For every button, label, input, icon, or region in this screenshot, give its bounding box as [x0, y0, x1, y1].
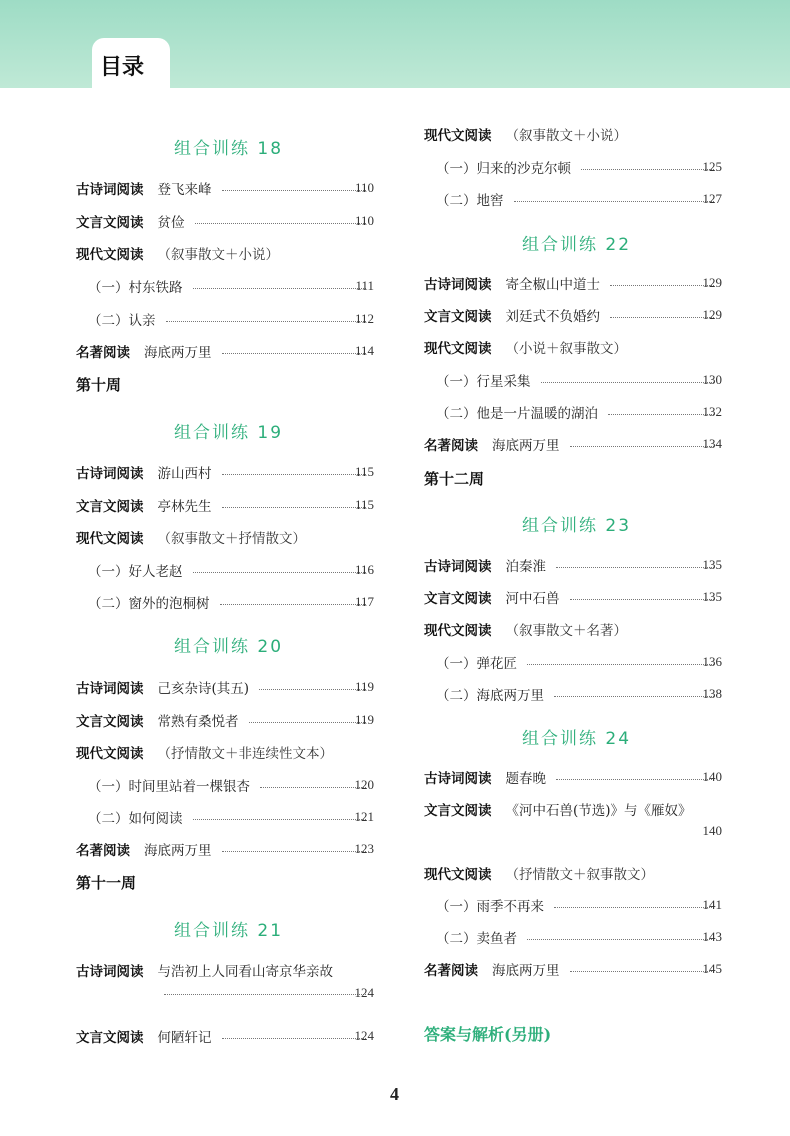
- toc-entry[interactable]: [76, 341, 374, 361]
- leader-dots: [222, 851, 367, 852]
- entry-page: 111: [355, 278, 374, 293]
- leader-dots: [610, 285, 714, 286]
- toc-entry[interactable]: [436, 370, 722, 390]
- toc-entry[interactable]: [424, 305, 722, 325]
- toc-entry[interactable]: [424, 799, 722, 819]
- entry-title: 贫俭: [157, 215, 185, 231]
- entry-subtitle: （叙事散文＋小说）: [505, 128, 627, 144]
- entry-category: 文言文阅读: [76, 215, 144, 231]
- entry-title: 亭林先生: [157, 499, 212, 515]
- entry-subtitle: （抒情散文＋非连续性文本）: [157, 746, 333, 762]
- entry-category: 古诗词阅读: [76, 182, 144, 198]
- section-title-22: 组合训练 22: [522, 235, 632, 255]
- toc-entry[interactable]: [436, 652, 722, 672]
- entry-page: 138: [702, 686, 722, 701]
- entry-page: 130: [702, 372, 722, 387]
- toc-entry[interactable]: [424, 959, 722, 979]
- entry-title: （一）行星采集: [436, 374, 531, 390]
- entry-title: （二）他是一片温暖的湖泊: [436, 406, 598, 422]
- toc-entry[interactable]: [436, 189, 722, 209]
- entry-category: 文言文阅读: [76, 714, 144, 730]
- entry-title: （二）卖鱼者: [436, 931, 517, 947]
- leader-dots: [514, 201, 715, 202]
- toc-entry[interactable]: [88, 560, 374, 580]
- entry-title: 《河中石兽(节选)》与《雁奴》: [505, 803, 692, 819]
- leader-dots: [193, 572, 367, 573]
- entry-page: 112: [354, 311, 374, 326]
- leader-dots: [222, 507, 367, 508]
- entry-page: 127: [702, 191, 722, 206]
- entry-subtitle: （小说＋叙事散文）: [505, 341, 627, 357]
- entry-page: 140: [702, 823, 722, 838]
- toc-entry[interactable]: [424, 273, 722, 293]
- entry-page: 125: [702, 159, 722, 174]
- entry-category: 现代文阅读: [424, 623, 492, 639]
- entry-page: 129: [702, 307, 722, 322]
- entry-category: 文言文阅读: [76, 499, 144, 515]
- page-title: 目录: [100, 55, 145, 80]
- toc-entry[interactable]: [76, 960, 374, 980]
- toc-entry[interactable]: [436, 684, 722, 704]
- toc-entry[interactable]: [436, 157, 722, 177]
- entry-page: 119: [354, 679, 374, 694]
- entry-category: 古诗词阅读: [424, 771, 492, 787]
- section-title-20: 组合训练 20: [174, 637, 284, 657]
- toc-entry[interactable]: [424, 587, 722, 607]
- entry-page: 116: [354, 562, 374, 577]
- leader-dots: [193, 819, 367, 820]
- toc-entry[interactable]: [76, 710, 374, 730]
- entry-category: 文言文阅读: [76, 1030, 144, 1046]
- entry-category: 名著阅读: [424, 963, 478, 979]
- entry-category: 名著阅读: [76, 843, 130, 859]
- entry-page: 123: [354, 841, 374, 856]
- toc-group-heading: [76, 742, 374, 762]
- entry-page: 120: [354, 777, 374, 792]
- entry-title: 刘廷式不负婚约: [505, 309, 600, 325]
- leader-dots: [541, 382, 715, 383]
- toc-entry[interactable]: [76, 462, 374, 482]
- toc-entry[interactable]: [76, 677, 374, 697]
- section-title-24: 组合训练 24: [522, 729, 632, 749]
- entry-title: （一）时间里站着一棵银杏: [88, 779, 250, 795]
- leader-dots: [249, 722, 367, 723]
- entry-category: 文言文阅读: [424, 309, 492, 325]
- leader-dots: [556, 567, 714, 568]
- entry-category: 古诗词阅读: [76, 681, 144, 697]
- entry-page: 115: [354, 497, 374, 512]
- entry-title: 游山西村: [157, 466, 212, 482]
- leader-dots: [222, 1038, 367, 1039]
- entry-subtitle: （叙事散文＋抒情散文）: [157, 531, 306, 547]
- entry-category: 古诗词阅读: [76, 466, 144, 482]
- page-number: 4: [390, 1084, 399, 1104]
- toc-entry[interactable]: [88, 807, 374, 827]
- entry-title: （二）如何阅读: [88, 811, 183, 827]
- entry-page: 124: [354, 1028, 374, 1043]
- entry-title: 己亥杂诗(其五): [157, 681, 250, 697]
- leader-dots: [610, 317, 714, 318]
- toc-entry[interactable]: [76, 839, 374, 859]
- entry-title: 何陋轩记: [157, 1030, 212, 1046]
- entry-title: （二）认亲: [88, 313, 156, 329]
- toc-group-heading: [424, 337, 722, 357]
- entry-page: 129: [702, 275, 722, 290]
- entry-subtitle: （叙事散文＋小说）: [157, 247, 279, 263]
- toc-group-heading: [76, 527, 374, 547]
- entry-title: 常熟有桑悦者: [157, 714, 239, 730]
- leader-dots: [570, 599, 715, 600]
- leader-dots: [222, 190, 367, 191]
- leader-dots: [527, 664, 714, 665]
- entry-page: 110: [354, 213, 374, 228]
- section-title-18: 组合训练 18: [174, 139, 284, 159]
- leader-dots: [260, 787, 366, 788]
- entry-title: （二）地窖: [436, 193, 504, 209]
- entry-title: 题春晚: [505, 771, 546, 787]
- entry-page: 135: [702, 589, 722, 604]
- leader-dots: [195, 223, 367, 224]
- entry-page: 135: [702, 557, 722, 572]
- toc-entry[interactable]: [76, 211, 374, 231]
- toc-entry[interactable]: [424, 434, 722, 454]
- entry-title: 与浩初上人同看山寄京华亲故: [157, 964, 333, 980]
- entry-page: 136: [702, 654, 722, 669]
- entry-category: 现代文阅读: [424, 128, 492, 144]
- toc-entry[interactable]: [76, 1026, 374, 1046]
- entry-subtitle: （叙事散文＋名著）: [505, 623, 627, 639]
- leader-dots: [222, 474, 367, 475]
- leader-dots: [554, 907, 714, 908]
- entry-title: 河中石兽: [505, 591, 560, 607]
- leader-dots: [527, 939, 714, 940]
- toc-entry[interactable]: [88, 276, 374, 296]
- leader-dots: [581, 169, 714, 170]
- toc-entry-continuation[interactable]: [164, 984, 374, 1000]
- entry-category: 名著阅读: [424, 438, 478, 454]
- entry-page: 114: [354, 343, 374, 358]
- entry-page: 141: [702, 897, 722, 912]
- entry-subtitle: （抒情散文＋叙事散文）: [505, 867, 654, 883]
- entry-page: 110: [354, 180, 374, 195]
- entry-page: 115: [354, 464, 374, 479]
- toc-group-heading: [76, 243, 374, 263]
- leader-dots: [164, 994, 366, 995]
- entry-page: 140: [702, 769, 722, 784]
- entry-title: （一）村东铁路: [88, 280, 183, 296]
- entry-title: （一）好人老赵: [88, 564, 183, 580]
- leader-dots: [193, 288, 367, 289]
- entry-title: （一）归来的沙克尔顿: [436, 161, 571, 177]
- entry-category: 古诗词阅读: [424, 559, 492, 575]
- entry-page: 143: [702, 929, 722, 944]
- entry-title: （一）雨季不再来: [436, 899, 544, 915]
- leader-dots: [556, 779, 714, 780]
- leader-dots: [259, 689, 366, 690]
- entry-title: 海底两万里: [492, 438, 560, 454]
- left-column: [76, 0, 374, 1136]
- entry-page: 132: [702, 404, 722, 419]
- week-heading-10: 第十周: [76, 376, 122, 394]
- section-title-19: 组合训练 19: [174, 423, 284, 443]
- toc-group-heading: [424, 863, 722, 883]
- entry-page: 119: [354, 712, 374, 727]
- toc-group-heading: [424, 619, 722, 639]
- entry-page: 121: [354, 809, 374, 824]
- section-title-21: 组合训练 21: [174, 921, 284, 941]
- toc-entry[interactable]: [436, 402, 722, 422]
- leader-dots: [570, 971, 715, 972]
- week-heading-11: 第十一周: [76, 874, 137, 892]
- entry-category: 名著阅读: [76, 345, 130, 361]
- week-heading-12: 第十二周: [424, 470, 485, 488]
- entry-title: （一）弹花匠: [436, 656, 517, 672]
- entry-page: 124: [354, 984, 374, 1000]
- entry-category: 文言文阅读: [424, 591, 492, 607]
- section-title-23: 组合训练 23: [522, 516, 632, 536]
- leader-dots: [222, 353, 367, 354]
- entry-page: 117: [354, 594, 374, 609]
- right-column: [424, 0, 722, 1136]
- entry-page: 145: [702, 961, 722, 976]
- entry-category: 现代文阅读: [76, 746, 144, 762]
- entry-title: 登飞来峰: [157, 182, 212, 198]
- entry-page: 134: [702, 436, 722, 451]
- leader-dots: [608, 414, 714, 415]
- entry-category: 现代文阅读: [424, 867, 492, 883]
- toc-entry[interactable]: [436, 927, 722, 947]
- answer-key-link[interactable]: 答案与解析(另册): [424, 1025, 552, 1044]
- entry-category: 现代文阅读: [76, 531, 144, 547]
- toc-entry[interactable]: [424, 767, 722, 787]
- toc-entry[interactable]: [88, 775, 374, 795]
- entry-title: 泊秦淮: [505, 559, 546, 575]
- entry-title: 寄全椒山中道士: [505, 277, 600, 293]
- entry-title: （二）窗外的泡桐树: [88, 596, 210, 612]
- leader-dots: [570, 446, 715, 447]
- toc-entry[interactable]: [76, 178, 374, 198]
- toc-entry[interactable]: [88, 592, 374, 612]
- leader-dots: [220, 604, 367, 605]
- entry-title: 海底两万里: [492, 963, 560, 979]
- entry-category: 现代文阅读: [76, 247, 144, 263]
- leader-dots: [554, 696, 714, 697]
- entry-title: （二）海底两万里: [436, 688, 544, 704]
- leader-dots: [166, 321, 367, 322]
- entry-category: 古诗词阅读: [76, 964, 144, 980]
- entry-category: 古诗词阅读: [424, 277, 492, 293]
- toc-group-heading: [424, 124, 722, 144]
- entry-category: 现代文阅读: [424, 341, 492, 357]
- toc-entry[interactable]: [424, 555, 722, 575]
- entry-title: 海底两万里: [144, 843, 212, 859]
- entry-title: 海底两万里: [144, 345, 212, 361]
- toc-entry[interactable]: [76, 495, 374, 515]
- toc-entry[interactable]: [88, 309, 374, 329]
- entry-category: 文言文阅读: [424, 803, 492, 819]
- toc-entry[interactable]: [436, 895, 722, 915]
